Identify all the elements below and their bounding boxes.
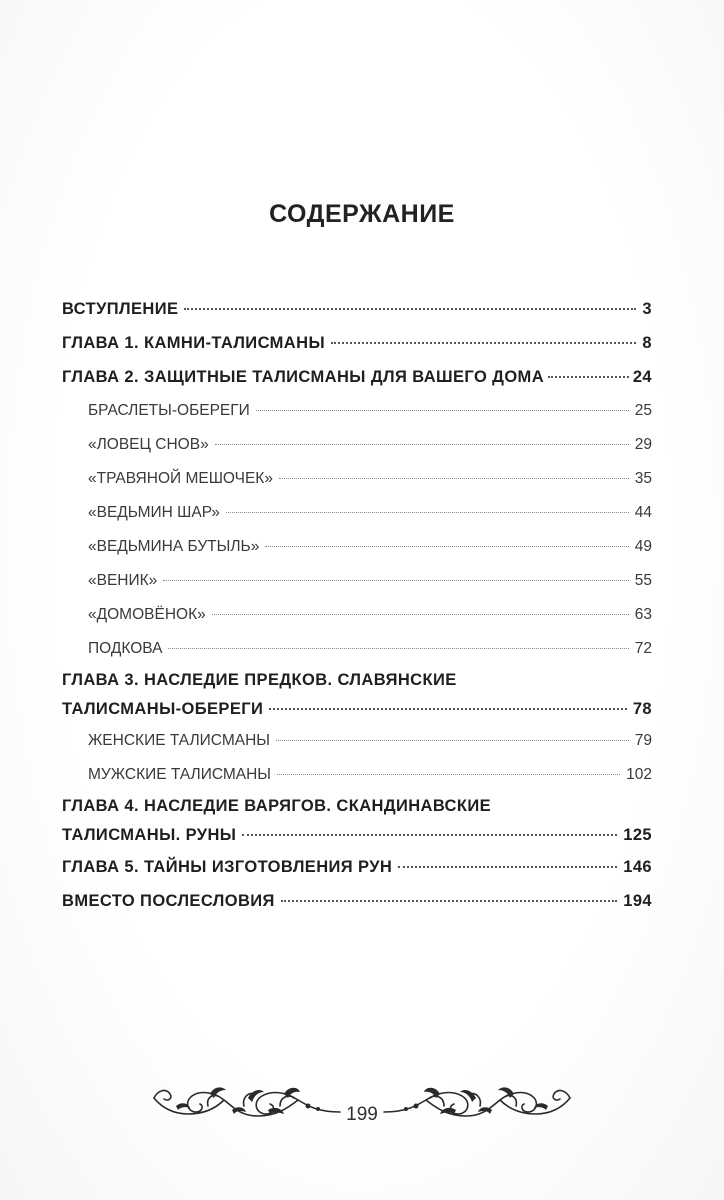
toc-entry-label: «ВЕНИК» [88,572,158,589]
toc-entry-label: ГЛАВА 1. КАМНИ-ТАЛИСМАНЫ [62,334,325,352]
toc-entry-page: 35 [634,470,652,487]
toc-entry-chapter-1[interactable] [62,326,652,360]
toc-subentry-dreamcatcher[interactable] [62,428,652,462]
dot-leader [226,512,629,513]
dot-leader [548,376,629,378]
dot-leader [163,580,628,581]
toc-entry-page: 25 [634,402,652,419]
toc-entry-label-line1: ГЛАВА 3. НАСЛЕДИЕ ПРЕДКОВ. СЛАВЯНСКИЕ [62,671,457,689]
toc-subentry-witch-bottle[interactable] [62,530,652,564]
toc-entry-introduction[interactable] [62,292,652,326]
dot-leader [331,342,636,344]
toc-entry-label: БРАСЛЕТЫ-ОБЕРЕГИ [88,402,250,419]
toc-entry-label: ПОДКОВА [88,640,163,657]
dot-leader [212,614,629,615]
toc-entry-label-line1: ГЛАВА 4. НАСЛЕДИЕ ВАРЯГОВ. СКАНДИНАВСКИЕ [62,797,492,815]
toc-entry-page: 194 [623,892,652,910]
page-title: СОДЕРЖАНИЕ [269,200,455,228]
toc-entry-page: 49 [634,538,652,555]
dot-leader [279,478,629,479]
toc-entry-label-line2: ТАЛИСМАНЫ. РУНЫ [62,826,237,844]
toc-entry-label: ГЛАВА 2. ЗАЩИТНЫЕ ТАЛИСМАНЫ ДЛЯ ВАШЕГО ДОМА [62,368,545,386]
toc-subentry-female-talismans[interactable] [62,724,652,758]
toc-subentry-horseshoe[interactable] [62,632,652,666]
toc-entry-page: 102 [626,766,652,783]
toc-entry-label: «ТРАВЯНОЙ МЕШОЧЕК» [88,470,273,487]
dot-leader [242,834,617,836]
toc-entry-label: «ВЕДЬМИН ШАР» [88,504,220,521]
toc-subentry-broom[interactable] [62,564,652,598]
toc-entry-label: «ЛОВЕЦ СНОВ» [88,436,209,453]
toc-entry-label: «ВЕДЬМИНА БУТЫЛЬ» [88,538,260,555]
toc-subentry-herb-pouch[interactable] [62,462,652,496]
toc-entry-page: 146 [623,858,652,876]
dot-leader [184,308,636,310]
toc-entry-page: 3 [642,300,652,318]
toc-entry-page: 125 [623,826,652,844]
toc-entry-label: ЖЕНСКИЕ ТАЛИСМАНЫ [88,732,270,749]
dot-leader [265,546,628,547]
toc-entry-page: 44 [634,504,652,521]
table-of-contents [62,292,652,918]
page-number: 199 [346,1104,378,1125]
dot-leader [277,774,620,775]
toc-subentry-bracelets[interactable] [62,394,652,428]
toc-entry-page: 63 [634,606,652,623]
toc-subentry-witch-ball[interactable] [62,496,652,530]
toc-entry-page: 78 [632,700,652,718]
toc-entry-label-line2: ТАЛИСМАНЫ-ОБЕРЕГИ [62,700,264,718]
toc-entry-chapter-2[interactable] [62,360,652,394]
toc-subentry-domovenok[interactable] [62,598,652,632]
dot-leader [168,648,628,649]
toc-entry-page: 72 [634,640,652,657]
toc-entry-chapter-3[interactable] [62,666,652,724]
toc-entry-chapter-5[interactable] [62,850,652,884]
page-footer [0,1076,724,1146]
dot-leader [256,410,629,411]
toc-entry-page: 79 [634,732,652,749]
toc-entry-page: 29 [634,436,652,453]
toc-entry-page: 8 [642,334,652,352]
dot-leader [281,900,617,902]
dot-leader [276,740,629,741]
toc-entry-afterword[interactable] [62,884,652,918]
toc-entry-label: ВМЕСТО ПОСЛЕСЛОВИЯ [62,892,275,910]
dot-leader [215,444,629,445]
toc-entry-label: ВСТУПЛЕНИЕ [62,300,179,318]
toc-entry-page: 55 [634,572,652,589]
dot-leader [398,866,617,868]
toc-entry-label: «ДОМОВЁНОК» [88,606,206,623]
toc-subentry-male-talismans[interactable] [62,758,652,792]
toc-entry-page: 24 [632,368,652,386]
toc-entry-label: МУЖСКИЕ ТАЛИСМАНЫ [88,766,272,783]
toc-entry-chapter-4[interactable] [62,792,652,850]
dot-leader [269,708,627,710]
toc-entry-label: ГЛАВА 5. ТАЙНЫ ИЗГОТОВЛЕНИЯ РУН [62,858,393,876]
